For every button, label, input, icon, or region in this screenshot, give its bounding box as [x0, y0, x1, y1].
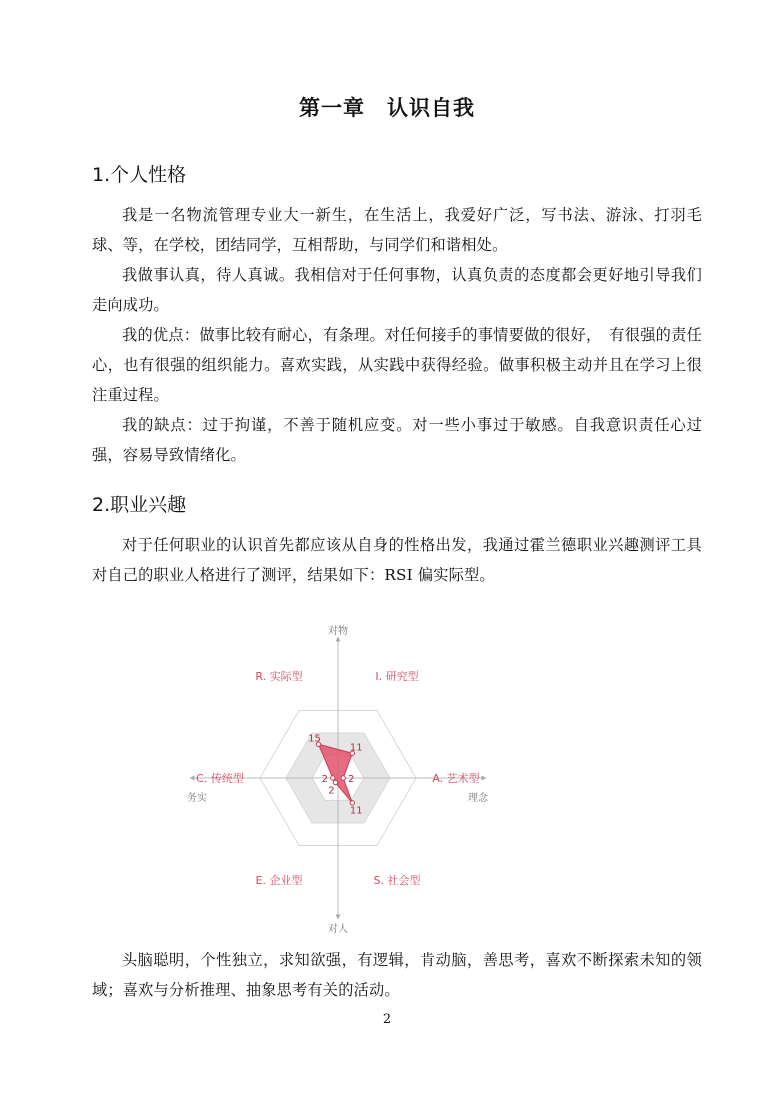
radar-category-label: R. 实际型: [255, 669, 303, 683]
radar-category-label: C. 传统型: [196, 772, 244, 785]
radar-value-label: 11: [349, 805, 363, 817]
radar-point: [331, 776, 335, 780]
axis-label-right: 理念: [468, 793, 488, 804]
paragraph-career-intro: 对于任何职业的认识首先都应该从自身的性格出发，我通过霍兰德职业兴趣测评工具对自己的职业人格进行了测评，结果如下：RSI 偏实际型。: [92, 536, 702, 584]
radar-point: [333, 780, 337, 784]
axis-label-left: 务实: [187, 793, 207, 804]
radar-category-label: S. 社会型: [373, 874, 421, 888]
radar-category-label: A. 艺术型: [432, 772, 480, 785]
chapter-title: 第一章 认识自我: [299, 96, 475, 120]
radar-value-label: 2: [328, 785, 335, 797]
paragraph-weaknesses: 我的缺点：过于拘谨，不善于随机应变。对一些小事过于敏感。自我意识责任心过强，容易导致情绪化。: [92, 416, 702, 464]
radar-point: [350, 801, 354, 805]
radar-value-label: 2: [321, 774, 328, 785]
paragraph-attitude: 我做事认真，待人真诚。我相信对于任何事物，认真负责的态度都会更好地引导我们走向成功。: [92, 266, 702, 314]
radar-value-label: 15: [308, 733, 321, 745]
radar-point: [341, 776, 345, 780]
holland-radar-chart: [170, 615, 510, 940]
paragraph-result-description: 头脑聪明，个性独立，求知欲强，有逻辑，肯动脑，善思考，喜欢不断探索未知的领域；喜欢与分析推理、抽象思考有关的活动。: [92, 951, 702, 999]
section-heading-personality: 1.个人性格: [92, 164, 187, 186]
radar-category-label: I. 研究型: [375, 669, 419, 683]
paragraph-intro: 我是一名物流管理专业大一新生，在生活上，我爱好广泛，写书法、游泳、打羽毛球、等，在学校，团结同学，互相帮助，与同学们和谐相处。: [92, 206, 702, 254]
page-number: 2: [382, 1012, 392, 1027]
radar-value-label: 2: [348, 774, 355, 785]
axis-label-top: 对物: [328, 626, 348, 637]
paragraph-strengths: 我的优点：做事比较有耐心，有条理。对任何接手的事情要做的很好， 有很强的责任心，也有很强的组织能力。喜欢实践，从实践中获得经验。做事积极主动并且在学习上很注重过程。: [92, 326, 702, 404]
radar-value-label: 11: [349, 742, 363, 754]
axis-label-bottom: 对人: [328, 924, 348, 935]
radar-category-label: E. 企业型: [255, 874, 303, 888]
section-heading-career-interest: 2.职业兴趣: [92, 494, 187, 516]
